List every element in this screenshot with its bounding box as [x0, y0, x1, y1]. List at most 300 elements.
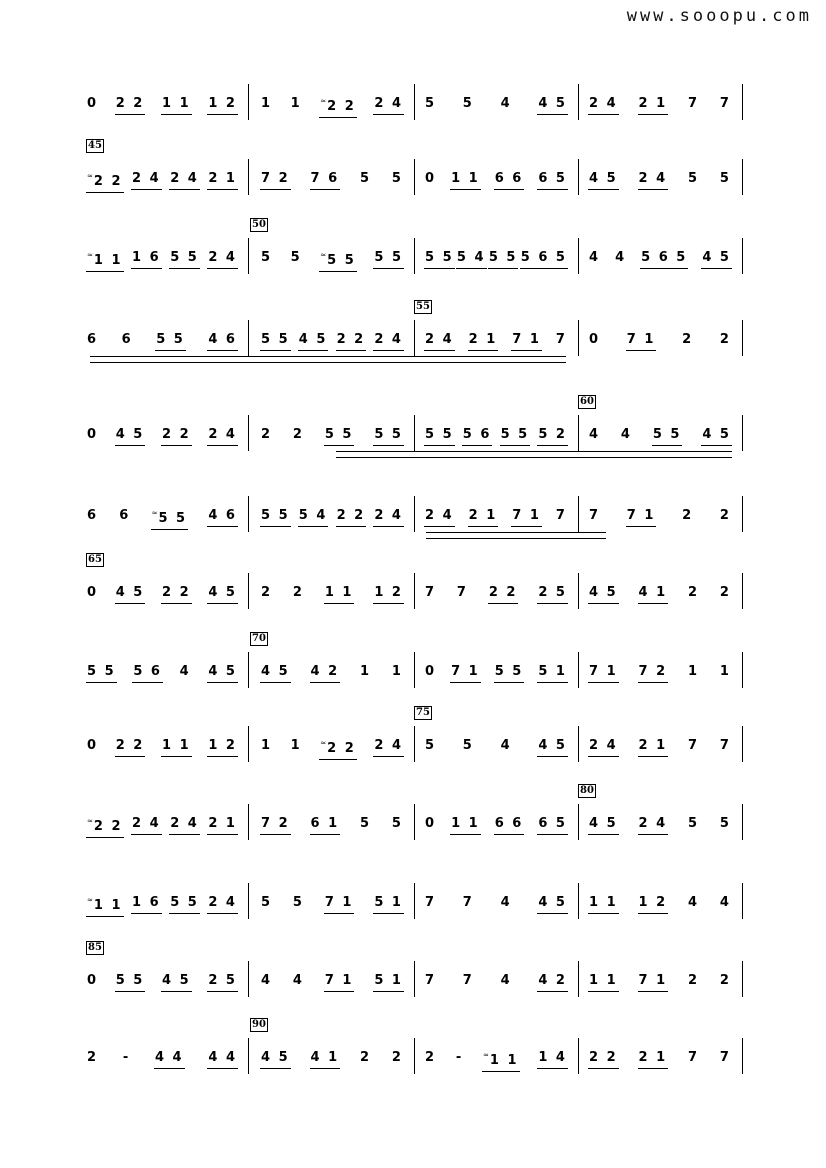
note-group: 4 5	[115, 585, 146, 604]
note-group: 7 1	[450, 664, 481, 683]
barline	[414, 238, 415, 274]
note-group: 4	[500, 895, 512, 910]
grace-ornament: ≈	[483, 1050, 489, 1059]
note-group: 5 5	[115, 973, 146, 992]
note-group: 5 5	[488, 250, 519, 269]
barline	[578, 883, 579, 919]
note-group: 7 1	[324, 973, 355, 992]
note-group: 4 2	[310, 664, 341, 683]
barline	[248, 238, 249, 274]
note-group: 1	[261, 738, 273, 753]
barline	[742, 652, 743, 688]
note-group: 5 4	[456, 250, 487, 269]
note-group: 6 6	[494, 816, 525, 835]
note-group: 0	[589, 332, 601, 347]
note-group: 4 4	[207, 1050, 238, 1069]
barline	[248, 159, 249, 195]
barline	[742, 883, 743, 919]
measure	[580, 502, 740, 532]
note-group: 2 1	[638, 1050, 669, 1069]
note-group: 7 1	[626, 508, 657, 527]
note-group: 7	[719, 1050, 731, 1065]
note-group: 5 5	[169, 250, 200, 269]
note-group: 4 5	[701, 427, 732, 446]
score-row	[86, 396, 746, 461]
note-group: 4	[719, 895, 731, 910]
measure-number: 60	[580, 396, 594, 407]
note-group: 5 1	[373, 895, 404, 914]
note-group: 2	[682, 332, 694, 347]
barline	[414, 573, 415, 609]
note-group: 1 1	[161, 96, 192, 115]
note-group: 7 1	[511, 508, 542, 527]
note-group: 0	[425, 664, 437, 679]
note-group: ≈2 2	[319, 735, 357, 760]
score-row	[86, 707, 746, 772]
note-group: 1	[391, 664, 403, 679]
barline	[248, 726, 249, 762]
note-group: 7 1	[638, 973, 669, 992]
barline	[578, 652, 579, 688]
note-group: 7	[555, 332, 567, 347]
note-group: 4 6	[207, 332, 238, 351]
measure	[580, 326, 740, 356]
measure	[252, 90, 412, 120]
note-group: 2 2	[336, 332, 367, 351]
note-group: 5	[719, 171, 731, 186]
note-group: 5 6 5	[640, 250, 688, 269]
note-group: 5 6 5	[520, 250, 568, 269]
barline	[742, 804, 743, 840]
note-group: 2 1	[638, 738, 669, 757]
note-group: 1	[360, 664, 372, 679]
grace-ornament: ≈	[87, 816, 93, 825]
note-group: 5	[290, 250, 302, 265]
note-group: 6 1	[310, 816, 341, 835]
note-group: 4 5	[161, 973, 192, 992]
note-group: 4 1	[310, 1050, 341, 1069]
note-group: 5 5	[373, 427, 404, 446]
note-group: 2 2	[115, 96, 146, 115]
barline	[578, 496, 579, 532]
barline	[248, 652, 249, 688]
note-group: 5 2	[537, 427, 568, 446]
measure	[86, 502, 246, 532]
measure	[580, 244, 740, 274]
measure	[86, 967, 246, 997]
measure	[416, 165, 576, 195]
measure	[86, 165, 246, 195]
note-group: 2 4	[638, 816, 669, 835]
barline	[742, 415, 743, 451]
note-group: 5	[719, 816, 731, 831]
barline	[742, 496, 743, 532]
note-group: 0	[425, 816, 437, 831]
note-group: 2 1	[207, 816, 238, 835]
score-row	[86, 889, 746, 929]
note-group: 6 6	[494, 171, 525, 190]
note-group: 4	[688, 895, 700, 910]
barline	[248, 496, 249, 532]
note-group: 6	[87, 508, 99, 523]
measure	[252, 889, 412, 919]
measure	[252, 967, 412, 997]
measure-number: 45	[88, 140, 102, 151]
note-group: 7	[462, 973, 474, 988]
measure	[252, 658, 412, 688]
note-group: 1 4	[537, 1050, 568, 1069]
note-group: 4 5	[537, 895, 568, 914]
note-group: 2	[688, 973, 700, 988]
barline	[578, 573, 579, 609]
measure	[580, 579, 740, 609]
note-group: 5 5	[324, 427, 355, 446]
measure	[86, 889, 246, 919]
measure-number: 55	[416, 301, 430, 312]
measure	[416, 967, 576, 997]
note-group: 7 1	[511, 332, 542, 351]
barline	[578, 415, 579, 451]
score-row	[86, 942, 746, 1007]
note-group: 2 4	[373, 738, 404, 757]
measure	[580, 967, 740, 997]
barline	[414, 1038, 415, 1074]
measure	[580, 90, 740, 120]
note-group: 2 4	[131, 816, 162, 835]
measure	[252, 732, 412, 762]
measure	[86, 421, 246, 451]
score-row	[86, 1019, 746, 1084]
note-group: 4	[500, 738, 512, 753]
barline	[248, 961, 249, 997]
note-group: 0	[87, 973, 99, 988]
grace-ornament: ≈	[151, 508, 158, 517]
note-group: 5 5	[169, 895, 200, 914]
barline	[248, 415, 249, 451]
measure	[86, 244, 246, 274]
note-group: 4	[589, 250, 601, 265]
measure	[86, 326, 246, 356]
note-group: 2	[391, 1050, 403, 1065]
measure	[86, 1044, 246, 1074]
barline	[414, 496, 415, 532]
note-group: 4 5	[537, 96, 568, 115]
note-group: 1 6	[131, 895, 162, 914]
note-group: 2 5	[537, 585, 568, 604]
note-group: 2 1	[638, 96, 669, 115]
note-group: 5 5	[424, 427, 455, 446]
note-group: 6	[119, 508, 131, 523]
note-group: 6	[121, 332, 133, 347]
note-group: 2 2	[588, 1050, 619, 1069]
barline	[414, 883, 415, 919]
measure	[416, 579, 576, 609]
note-group: 2	[292, 585, 304, 600]
note-group: 4 5	[588, 171, 619, 190]
grace-ornament: ≈	[87, 250, 93, 259]
note-group: 2 2	[336, 508, 367, 527]
note-group: 1 6	[131, 250, 162, 269]
measure	[252, 326, 412, 356]
note-group: 5	[391, 816, 403, 831]
note-group: 7	[589, 508, 601, 523]
slur-line	[336, 451, 732, 458]
barline	[578, 159, 579, 195]
note-group: 5	[688, 816, 700, 831]
note-group: 2	[292, 427, 304, 442]
note-group: 5 5	[373, 250, 404, 269]
barline	[414, 961, 415, 997]
note-group: 2 4	[131, 171, 162, 190]
measure	[416, 244, 576, 274]
note-group: 1	[719, 664, 731, 679]
measure	[416, 421, 576, 451]
note-group: 4 4	[154, 1050, 185, 1069]
note-group: 1 1	[588, 895, 619, 914]
note-group: ≈5 5	[319, 247, 357, 272]
grace-ornament: ≈	[87, 171, 93, 180]
barline	[578, 84, 579, 120]
note-group: 7 1	[588, 664, 619, 683]
note-group: 2	[719, 585, 731, 600]
note-group: 5	[391, 171, 403, 186]
note-group: ≈1 1	[86, 892, 124, 917]
note-group: 4	[620, 427, 632, 442]
note-group: 2 5	[207, 973, 238, 992]
measure	[416, 90, 576, 120]
barline	[414, 804, 415, 840]
barline	[248, 320, 249, 356]
note-group: 1 1	[324, 585, 355, 604]
barline	[414, 726, 415, 762]
note-group: 4 5	[537, 738, 568, 757]
note-group: 6 5	[537, 816, 568, 835]
barline	[248, 84, 249, 120]
barline	[578, 238, 579, 274]
note-group: 5	[261, 895, 273, 910]
note-group: ≈1 1	[86, 247, 124, 272]
note-group: 2	[87, 1050, 99, 1065]
barline	[414, 415, 415, 451]
note-group: 7 1	[626, 332, 657, 351]
note-group: 2	[719, 508, 731, 523]
barline	[248, 883, 249, 919]
note-group: 4	[261, 973, 273, 988]
note-group: 5 5	[652, 427, 683, 446]
note-group: 1	[688, 664, 700, 679]
measure	[252, 421, 412, 451]
measure	[580, 889, 740, 919]
measure	[416, 810, 576, 840]
measure	[416, 889, 576, 919]
slur-line	[90, 356, 566, 363]
note-group: 1	[290, 96, 302, 111]
note-group: 2 1	[468, 332, 499, 351]
barline	[578, 1038, 579, 1074]
measure	[580, 810, 740, 840]
note-group: 4 5	[588, 585, 619, 604]
note-group: 4	[292, 973, 304, 988]
note-group: 2 4	[207, 250, 238, 269]
barline	[248, 1038, 249, 1074]
score-row	[86, 219, 746, 284]
measure	[416, 658, 576, 688]
note-group: 1 1	[450, 816, 481, 835]
note-group: 4 1	[638, 585, 669, 604]
note-group: 2	[719, 332, 731, 347]
barline	[414, 84, 415, 120]
barline	[742, 961, 743, 997]
measure	[580, 658, 740, 688]
barline	[742, 726, 743, 762]
note-group: 7	[456, 585, 468, 600]
note-group: 4 2	[537, 973, 568, 992]
measure-number: 75	[416, 707, 430, 718]
note-group: 5 5	[494, 664, 525, 683]
note-group: 7 2	[638, 664, 669, 683]
note-group: 2 4	[588, 96, 619, 115]
note-group: 2 4	[424, 508, 455, 527]
note-group: 0	[87, 585, 99, 600]
measure	[86, 579, 246, 609]
slur-line	[426, 532, 606, 539]
note-group: 7 1	[324, 895, 355, 914]
measure-number: 90	[252, 1019, 266, 1030]
note-group: -	[122, 1050, 131, 1065]
note-group: 7 2	[260, 171, 291, 190]
measure	[86, 658, 246, 688]
measure-number: 50	[252, 219, 266, 230]
note-group: 4	[500, 96, 512, 111]
score-row	[86, 140, 746, 205]
score-row	[86, 301, 746, 366]
note-group: 2 2	[488, 585, 519, 604]
note-group: 2 4	[373, 332, 404, 351]
note-group: 5 4	[298, 508, 329, 527]
note-group: 1 2	[207, 738, 238, 757]
barline	[414, 652, 415, 688]
note-group: 5	[360, 816, 372, 831]
note-group: 2 4	[373, 96, 404, 115]
grace-ornament: ≈	[320, 250, 327, 259]
note-group: 2 4	[169, 816, 200, 835]
score-row	[86, 502, 746, 542]
note-group: 2	[261, 427, 273, 442]
note-group: ≈5 5	[151, 505, 189, 530]
note-group: 5 1	[537, 664, 568, 683]
measure	[416, 502, 576, 532]
measure-number: 65	[88, 554, 102, 565]
note-group: 5	[425, 738, 437, 753]
note-group: 2 1	[468, 508, 499, 527]
note-group: 5 5	[86, 664, 117, 683]
barline	[742, 159, 743, 195]
note-group: 1	[261, 96, 273, 111]
note-group: 4 5	[260, 664, 291, 683]
note-group: 2 2	[161, 427, 192, 446]
measure	[252, 1044, 412, 1074]
note-group: 7	[425, 895, 437, 910]
note-group: 4 5	[260, 1050, 291, 1069]
measure	[86, 732, 246, 762]
note-group: 5	[462, 96, 474, 111]
note-group: 2 4	[373, 508, 404, 527]
note-group: ≈2 2	[86, 168, 124, 193]
note-group: 4 5	[588, 816, 619, 835]
measure	[252, 244, 412, 274]
barline	[248, 804, 249, 840]
measure	[86, 90, 246, 120]
note-group: 4 5	[115, 427, 146, 446]
note-group: 7	[425, 973, 437, 988]
note-group: 5 5	[155, 332, 186, 351]
measure	[580, 1044, 740, 1074]
note-group: 2	[688, 585, 700, 600]
score-row	[86, 785, 746, 850]
note-group: 4 5	[701, 250, 732, 269]
barline	[578, 804, 579, 840]
measure	[252, 579, 412, 609]
note-group: 0	[87, 96, 99, 111]
note-group: 5 5	[500, 427, 531, 446]
measure-number: 85	[88, 942, 102, 953]
note-group: 5	[360, 171, 372, 186]
barline	[414, 159, 415, 195]
note-group: 4 5	[298, 332, 329, 351]
grace-ornament: ≈	[320, 738, 327, 747]
site-watermark: www.sooopu.com	[626, 6, 812, 26]
note-group: 2 2	[161, 585, 192, 604]
note-group: 1 1	[450, 171, 481, 190]
measure	[416, 326, 576, 356]
note-group: ≈2 2	[319, 93, 357, 118]
note-group: 2	[682, 508, 694, 523]
note-group: 0	[87, 738, 99, 753]
grace-ornament: ≈	[87, 895, 93, 904]
note-group: 7	[688, 1050, 700, 1065]
note-group: 7 2	[260, 816, 291, 835]
score-row	[86, 633, 746, 698]
measure-number: 80	[580, 785, 594, 796]
note-group: 5 5	[260, 332, 291, 351]
note-group: 5 6	[132, 664, 163, 683]
note-group: 2 4	[169, 171, 200, 190]
note-group: 4 5	[207, 664, 238, 683]
barline	[742, 573, 743, 609]
measure	[252, 810, 412, 840]
barline	[578, 320, 579, 356]
note-group: 7	[688, 96, 700, 111]
note-group: 2	[360, 1050, 372, 1065]
note-group: 7 6	[310, 171, 341, 190]
note-group: 1 1	[161, 738, 192, 757]
note-group: 2 4	[588, 738, 619, 757]
note-group: 1 2	[638, 895, 669, 914]
note-group: 2 4	[207, 895, 238, 914]
note-group: 5	[261, 250, 273, 265]
measure	[580, 421, 740, 451]
note-group: 5 6	[462, 427, 493, 446]
note-group: 2 2	[115, 738, 146, 757]
barline	[742, 320, 743, 356]
note-group: 5	[425, 96, 437, 111]
note-group: 7	[719, 738, 731, 753]
note-group: 1 2	[373, 585, 404, 604]
note-group: 5 5	[424, 250, 455, 269]
measure-number: 70	[252, 633, 266, 644]
note-group: 4 5	[207, 585, 238, 604]
note-group: 2 4	[638, 171, 669, 190]
